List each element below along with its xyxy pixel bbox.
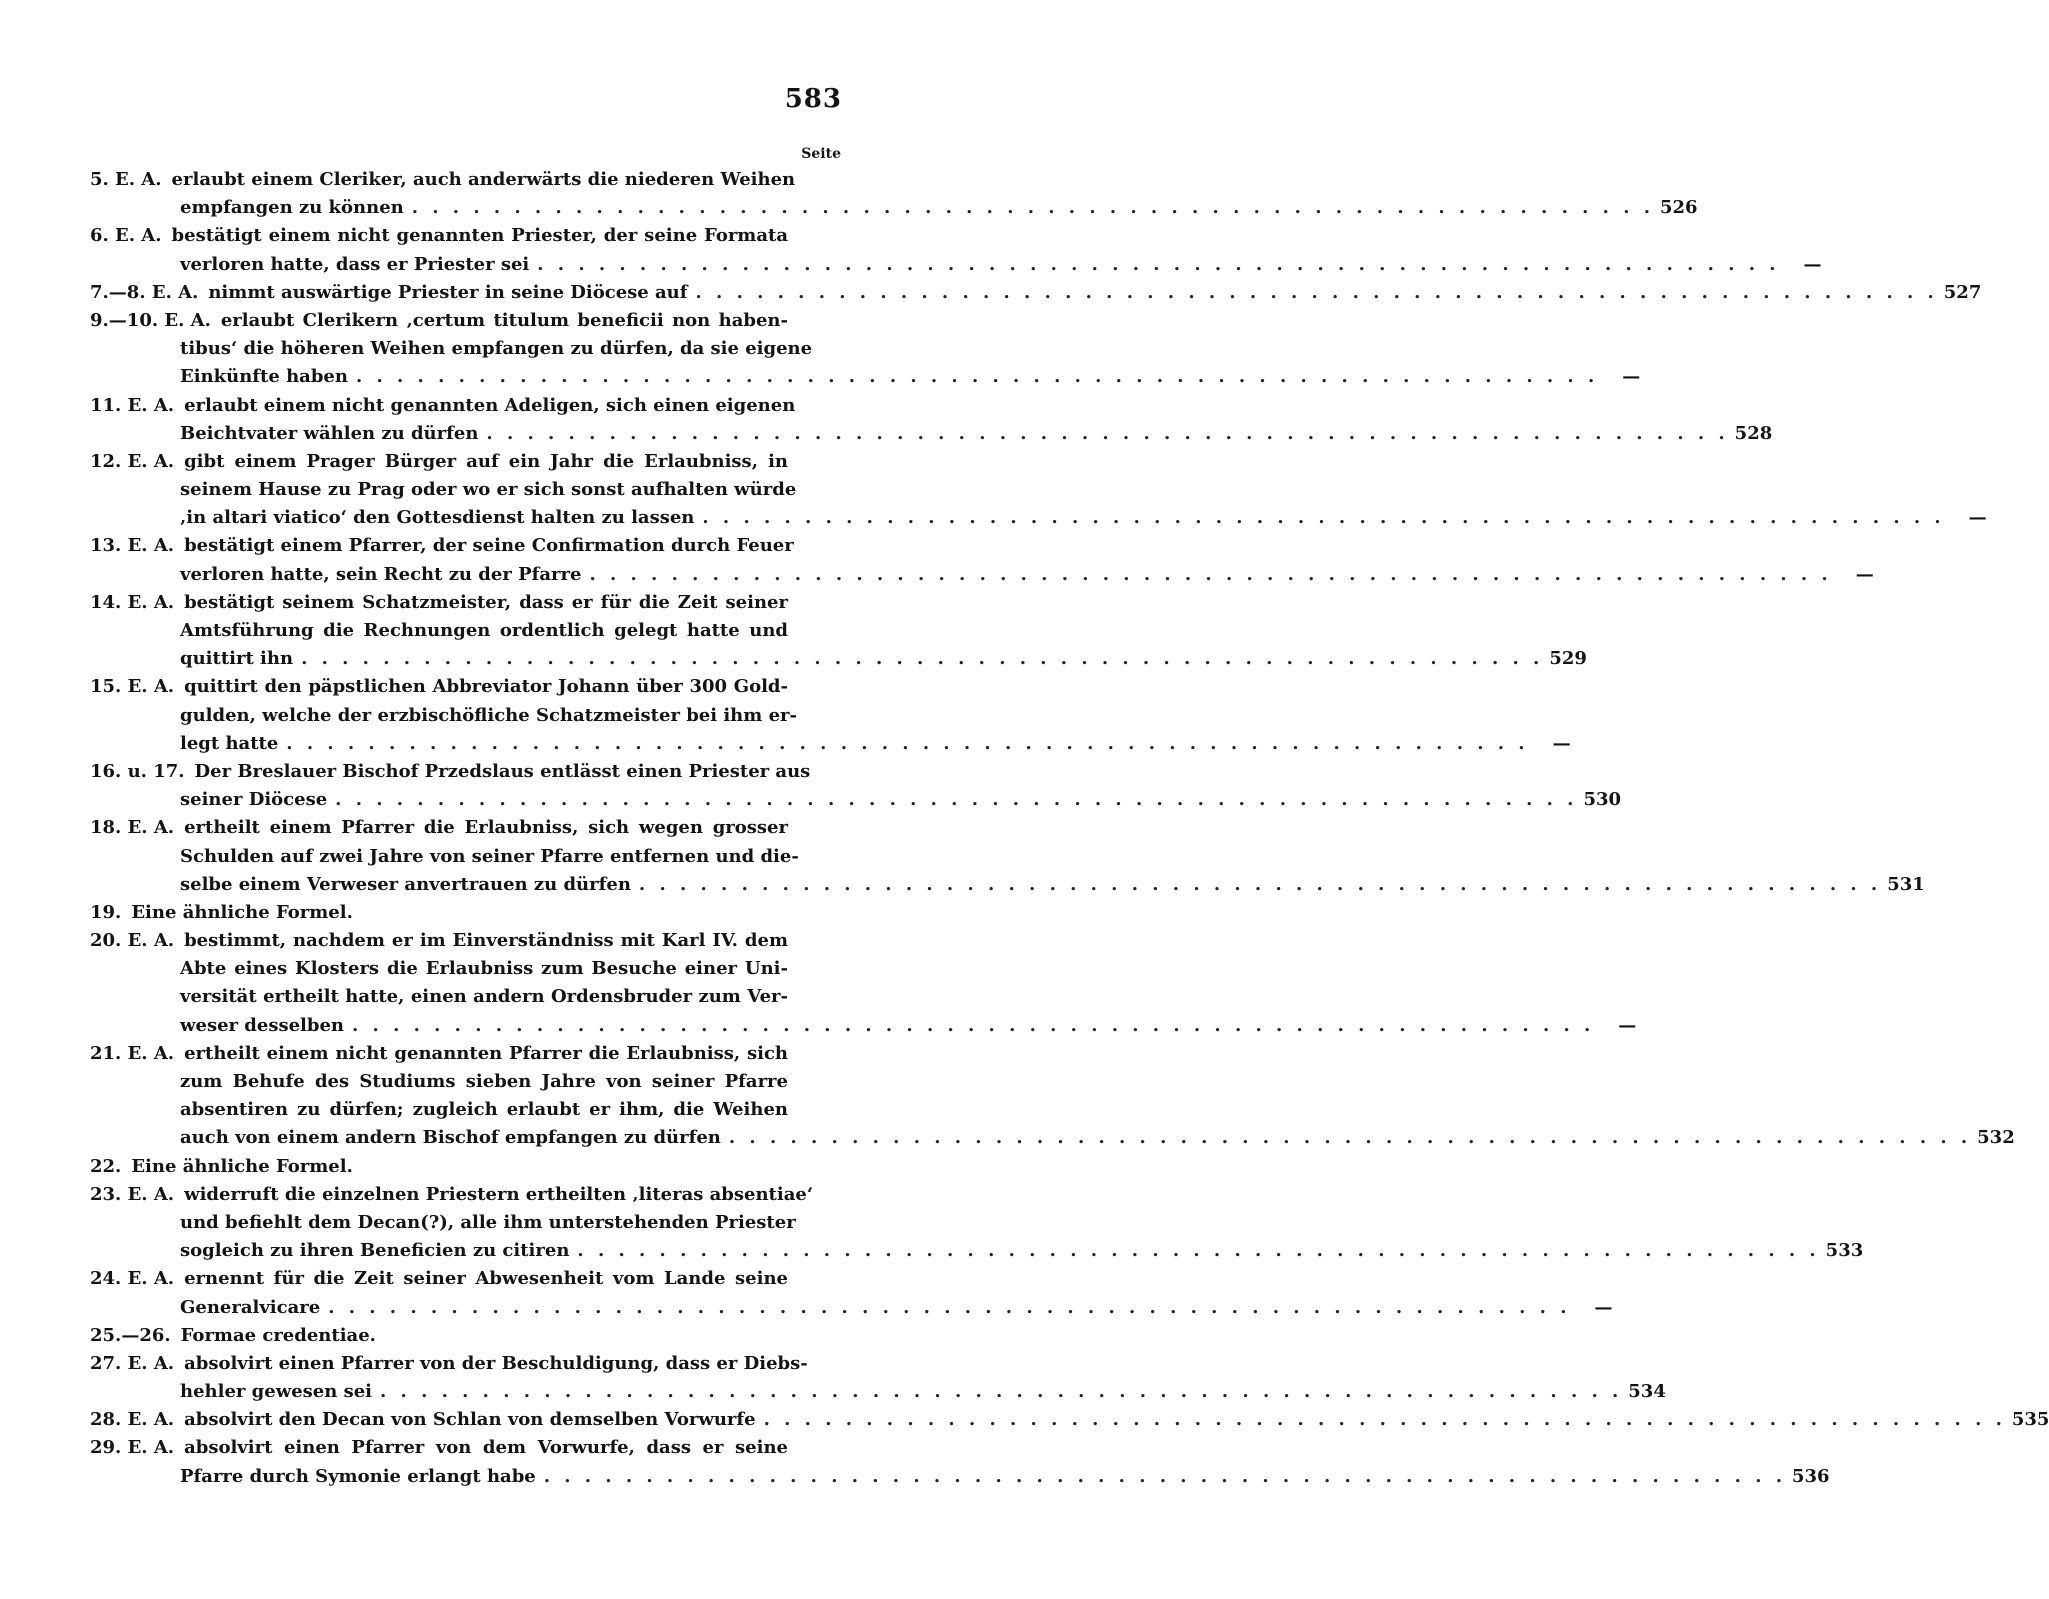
entry-number: 12. E. A. (90, 450, 175, 472)
toc-entry-line (90, 1350, 840, 1378)
toc-entry-line (90, 786, 1622, 814)
entry-text: Eine ähnliche Formel. (131, 1155, 353, 1177)
entry-page-number: 534 (1628, 1381, 1666, 1403)
toc-entry-line (90, 899, 840, 927)
toc-entry (90, 673, 1571, 758)
toc-entry (90, 222, 1822, 278)
entry-text: Der Breslauer Bischof Przedslaus entlässt einen Priester aus (194, 760, 811, 782)
toc-entry (90, 532, 1874, 588)
entry-number: 20. E. A. (90, 930, 175, 952)
entry-number: 9.—10. E. A. (90, 309, 211, 331)
toc-entry-line (90, 702, 840, 730)
toc-entry-line (90, 420, 1773, 448)
entry-text: ernennt für die Zeit seiner Abwesenheit vom Lande seine (184, 1268, 788, 1290)
toc-entry-line (90, 1406, 2049, 1434)
dot-leader (352, 1012, 1594, 1040)
entry-number: 16. u. 17. (90, 760, 185, 782)
toc-entry-line (90, 1322, 840, 1350)
toc-entry (90, 1406, 2049, 1434)
entry-page-number: — (1855, 563, 1874, 585)
toc-entry-line (90, 1237, 1864, 1265)
entry-number: 23. E. A. (90, 1183, 175, 1205)
entry-page-number: 535 (2011, 1409, 2049, 1431)
toc-entry-line (90, 645, 1587, 673)
toc-entry (90, 392, 1773, 448)
toc-entry-line (90, 1124, 2015, 1152)
toc-entry-line (90, 1209, 840, 1237)
dot-leader (729, 1124, 1971, 1152)
entry-page-number: — (1594, 1296, 1613, 1318)
entry-page-number: — (1803, 253, 1822, 275)
entry-text: bestätigt seinem Schatzmeister, dass er für die Zeit seiner (184, 591, 788, 613)
entry-number: 18. E. A. (90, 817, 175, 839)
toc-entry-line (90, 927, 840, 955)
toc-entry (90, 1350, 1666, 1406)
entry-text: Formae credentiae. (180, 1324, 376, 1346)
entry-number: 5. E. A. (90, 169, 162, 190)
entry-text: absolvirt einen Pfarrer von dem Vorwurfe, dass er seine (184, 1437, 788, 1459)
entry-text: absolvirt einen Pfarrer von der Beschuldigung, dass er Diebs- (184, 1352, 808, 1374)
toc-entry (90, 1265, 1613, 1321)
entry-number: 22. (90, 1155, 122, 1177)
entry-page-number: 529 (1549, 648, 1587, 670)
toc-entry-line (90, 1265, 840, 1293)
entry-page-number: 530 (1583, 789, 1622, 811)
toc-entry-line (90, 1153, 840, 1181)
entry-text: nimmt auswärtige Priester in seine Diöcese auf (208, 281, 688, 303)
entry-text: absolvirt den Decan von Schlan von demselben Vorwurfe (184, 1409, 756, 1431)
entry-number: 13. E. A. (90, 535, 175, 557)
dot-leader (356, 363, 1598, 391)
entry-text: bestätigt einem nicht genannten Priester, der seine Formata (171, 225, 788, 247)
entry-page-number (353, 1153, 389, 1181)
entry-page-number: — (1552, 732, 1571, 754)
entry-text: Beichtvater wählen zu dürfen (180, 422, 479, 444)
entry-number: 24. E. A. (90, 1268, 175, 1290)
dot-leader (639, 871, 1881, 899)
toc-entry (90, 758, 1622, 814)
entry-number: 11. E. A. (90, 394, 175, 416)
toc-entry-line (90, 392, 840, 420)
dot-leader (577, 1237, 1819, 1265)
toc-entry-line (90, 1040, 840, 1068)
entry-number: 14. E. A. (90, 591, 175, 613)
dot-leader (764, 1406, 2006, 1434)
toc-entry-line (90, 589, 840, 617)
toc-entry-line (90, 1378, 1666, 1406)
toc-entry-line (90, 1181, 840, 1209)
dot-leader (544, 1463, 1786, 1491)
toc-entry-line (90, 1434, 840, 1462)
entry-number: 7.—8. E. A. (90, 281, 199, 303)
entry-number: 27. E. A. (90, 1352, 175, 1374)
dot-leader (537, 251, 1779, 279)
toc-entry-line (90, 504, 1987, 532)
toc-entry-line (90, 1463, 1830, 1491)
entry-text: hehler gewesen sei (180, 1381, 373, 1403)
entry-text: ‚in altari viatico‘ den Gottesdienst halten zu lassen (180, 507, 695, 529)
entry-text: gibt einem Prager Bürger auf ein Jahr die Erlaubniss, in (184, 450, 788, 472)
entry-page-number: 533 (1825, 1240, 1864, 1262)
entry-number: 25.—26. (90, 1324, 171, 1346)
toc-entry-line (90, 251, 1822, 279)
toc-entry-line (90, 1294, 1613, 1322)
toc-entry-line (90, 561, 1874, 589)
entry-text: widerruft die einzelnen Priestern ertheilten ‚literas absentiae‘ (184, 1183, 814, 1205)
entry-page-number: 526 (1660, 197, 1698, 219)
toc-entry (90, 1322, 840, 1350)
entry-text: Abte eines Klosters die Erlaubniss zum Besuche einer Uni- (180, 958, 788, 980)
entry-page-number: — (1968, 507, 1987, 529)
toc-entry (90, 1040, 2015, 1153)
entry-page-number: 528 (1734, 422, 1773, 444)
entry-number: 29. E. A. (90, 1437, 175, 1459)
entry-text: Pfarre durch Symonie erlangt habe (180, 1465, 536, 1487)
entry-text: Amtsführung die Rechnungen ordentlich gelegt hatte und (180, 620, 788, 641)
dot-leader (589, 561, 1831, 589)
toc-entry-line (90, 730, 1571, 758)
page-number: 583 (784, 84, 842, 114)
toc-entry (90, 307, 1641, 392)
entry-text: erlaubt einem Cleriker, auch anderwärts die niederen Weihen (171, 169, 796, 190)
entry-page-number: 532 (1977, 1127, 2015, 1149)
toc-entry (90, 1153, 840, 1181)
toc-entry (90, 589, 1587, 674)
toc-entry-line (90, 307, 840, 335)
dot-leader (412, 194, 1654, 222)
entry-text: Eine ähnliche Formel. (131, 901, 353, 923)
entry-page-number (376, 1322, 412, 1350)
dot-leader (301, 645, 1543, 673)
entry-text: verloren hatte, dass er Priester sei (180, 253, 530, 275)
dot-leader (380, 1378, 1622, 1406)
toc-entry (90, 1434, 1830, 1490)
toc-entry-line (90, 1012, 1637, 1040)
toc-entry (90, 166, 1698, 222)
toc-entry (90, 448, 1987, 533)
entry-text: tibus‘ die höheren Weihen empfangen zu dürfen, da sie eigene (180, 338, 813, 360)
entry-text: auch von einem andern Bischof empfangen zu dürfen (180, 1127, 721, 1149)
entry-text: ertheilt einem Pfarrer die Erlaubniss, sich wegen grosser (184, 817, 788, 839)
entry-text: seiner Diöcese (180, 789, 328, 811)
entry-text: weser desselben (180, 1014, 345, 1036)
toc-entry-line (90, 871, 1925, 899)
toc-entry-line (90, 335, 840, 363)
entry-text: verloren hatte, sein Recht zu der Pfarre (180, 563, 582, 585)
entry-text: ertheilt einem nicht genannten Pfarrer die Erlaubniss, sich (184, 1042, 788, 1064)
entry-page-number: — (1618, 1014, 1637, 1036)
entry-page-number: 536 (1792, 1465, 1830, 1487)
entry-text: erlaubt einem nicht genannten Adeligen, sich einen eigenen (184, 394, 796, 416)
entry-text: versität ertheilt hatte, einen andern Ordensbruder zum Ver- (180, 986, 788, 1008)
toc-entry-line (90, 673, 840, 701)
entry-text: erlaubt Clerikern ‚certum titulum beneficii non haben- (220, 309, 788, 331)
entry-text: empfangen zu können (180, 197, 404, 219)
toc-entry-line (90, 194, 1698, 222)
entry-number: 28. E. A. (90, 1409, 175, 1431)
toc-entry (90, 1181, 1864, 1266)
entry-page-number: 527 (1943, 281, 1982, 303)
entry-page-number: — (1622, 366, 1641, 388)
dot-leader (702, 504, 1944, 532)
entry-text: Einkünfte haben (180, 366, 348, 388)
entry-text: seinem Hause zu Prag oder wo er sich sonst aufhalten würde (180, 479, 797, 501)
entry-text: selbe einem Verweser anvertrauen zu dürfen (180, 873, 631, 895)
dot-leader (486, 420, 1728, 448)
entry-text: und befiehlt dem Decan(?), alle ihm unterstehenden Priester (180, 1211, 796, 1233)
entry-number: 15. E. A. (90, 676, 175, 698)
entry-text: sogleich zu ihren Beneficien zu citiren (180, 1240, 570, 1262)
toc-entry-line (90, 476, 840, 504)
toc-entry-line (90, 222, 840, 250)
toc-entry (90, 927, 1637, 1040)
entry-text: Generalvicare (180, 1296, 321, 1318)
toc-entry-line (90, 843, 840, 871)
toc-entry (90, 814, 1925, 899)
entry-text: Schulden auf zwei Jahre von seiner Pfarre entfernen und die- (180, 845, 799, 867)
entry-text: bestimmt, nachdem er im Einverständniss mit Karl IV. dem (184, 930, 788, 952)
toc-entry-line (90, 363, 1641, 391)
entry-number: 21. E. A. (90, 1042, 175, 1064)
entry-text: absentiren zu dürfen; zugleich erlaubt er ihm, die Weihen (180, 1099, 788, 1121)
dot-leader (328, 1294, 1570, 1322)
entry-text: quittirt ihn (180, 648, 294, 670)
dot-leader (335, 786, 1577, 814)
toc-entry-line (90, 532, 840, 560)
entry-number: 6. E. A. (90, 225, 162, 247)
toc-entry-line (90, 1096, 840, 1124)
toc-entry-line (90, 448, 840, 476)
entry-text: quittirt den päpstlichen Abbreviator Johann über 300 Gold- (184, 676, 788, 698)
entry-text: zum Behufe des Studiums sieben Jahre von seiner Pfarre (180, 1071, 788, 1092)
dot-leader (286, 730, 1528, 758)
entry-number: 19. (90, 901, 122, 923)
toc-entry-line (90, 955, 840, 983)
entry-text: bestätigt einem Pfarrer, der seine Confirmation durch Feuer (184, 535, 794, 557)
entry-text: legt hatte (180, 732, 279, 754)
toc-entry-line (90, 983, 840, 1011)
toc-entry-line (90, 166, 840, 194)
entry-text: gulden, welche der erzbischöfliche Schatzmeister bei ihm er- (180, 704, 797, 726)
toc-entry (90, 279, 1982, 307)
page-column-label: Seite (801, 146, 841, 162)
toc-entry-line (90, 814, 840, 842)
toc-entry-line (90, 617, 840, 645)
entry-page-number (353, 899, 389, 927)
toc-entry-line (90, 758, 840, 786)
table-of-contents (90, 166, 2049, 1491)
entry-page-number: 531 (1887, 873, 1925, 895)
toc-entry-line (90, 1068, 840, 1096)
toc-entry-line (90, 279, 1982, 307)
dot-leader (696, 279, 1938, 307)
toc-entry (90, 899, 840, 927)
